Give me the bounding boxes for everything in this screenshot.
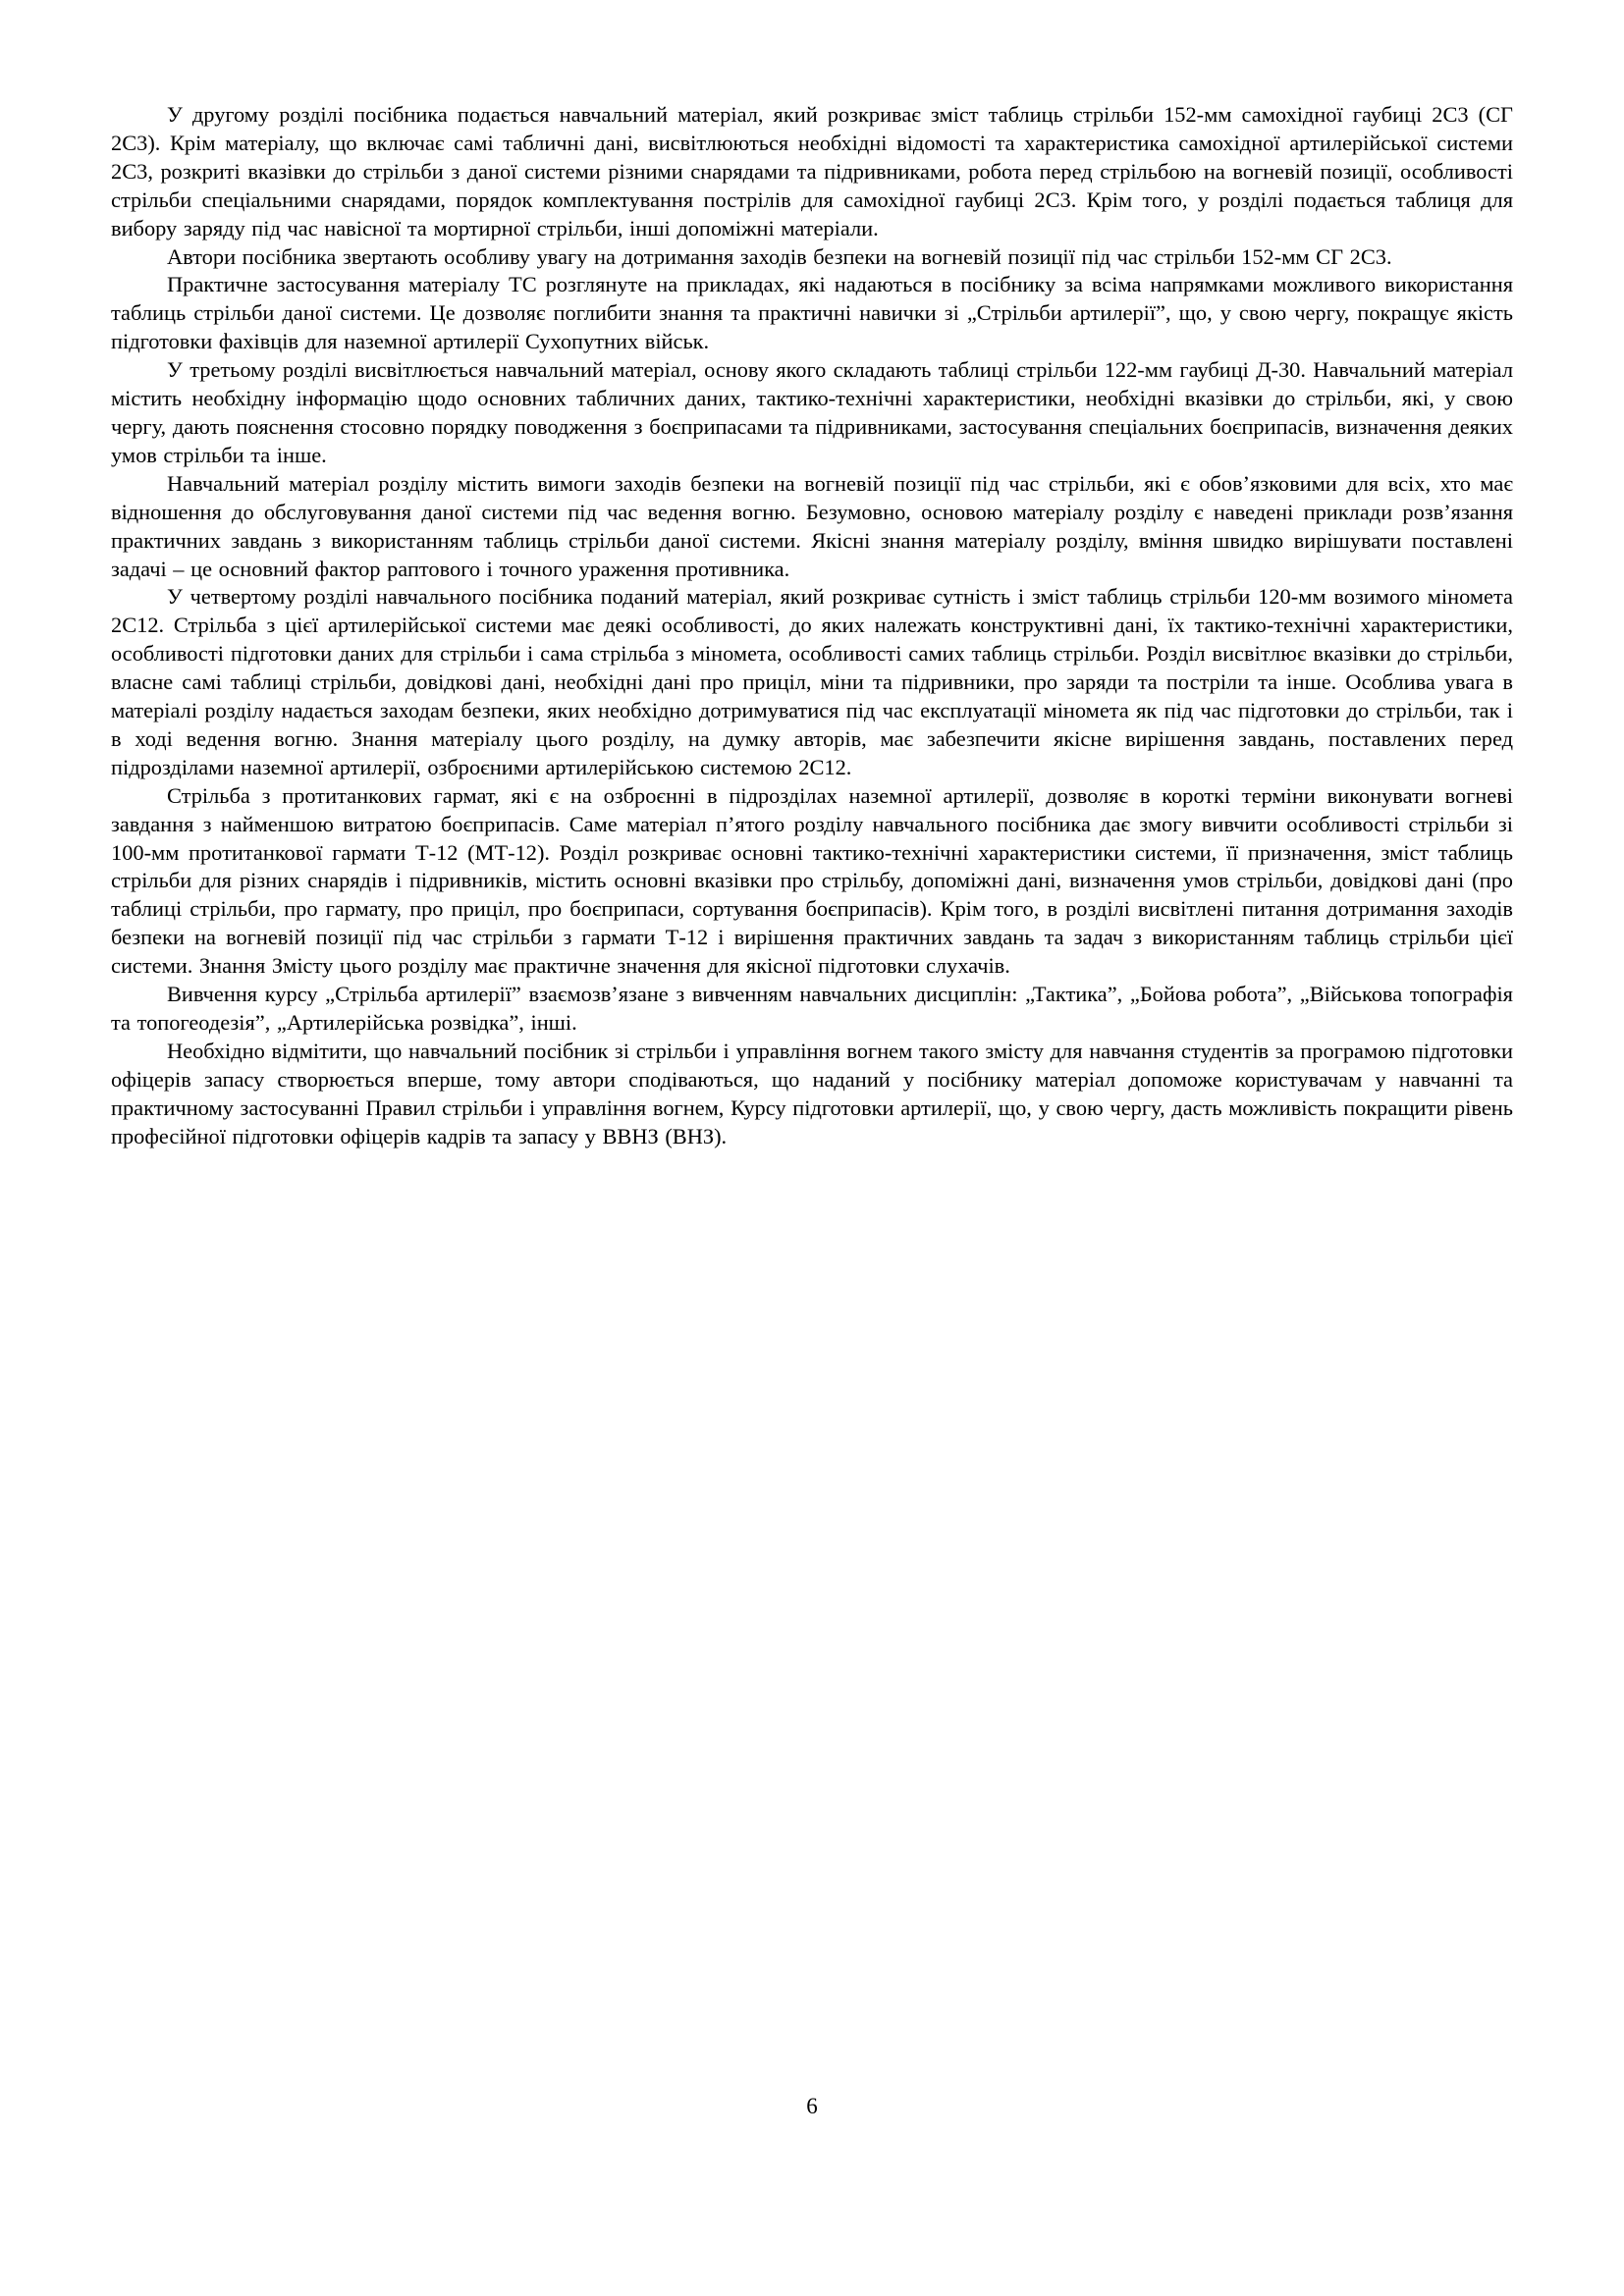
paragraph: У четвертому розділі навчального посібника поданий матеріал, який розкриває сутність і зміст таблиць стрільби 120-мм возимого міномета 2С12. Стрільба з цієї артилерійської системи має деякі особливості, до яких належать конструктивні дані, їх тактико-технічні характеристики, особливості підготовки даних для стрільби і сама стрільба з міномета, особливості самих таблиць стрільби. Розділ висвітлює вказівки до стрільби, власне самі таблиці стрільби, довідкові дані, необхідні дані про приціл, міни та підривники, про заряди та постріли та інше. Особлива увага в матеріалі розділу надається заходам безпеки, яких необхідно дотримуватися під час експлуатації міномета як під час підготовки до стрільби, так і в ході ведення вогню. Знання матеріалу цього розділу, на думку авторів, має забезпечити якісне вирішення завдань, поставлених перед підрозділами наземної артилерії, озброєними артилерійською системою 2С12. (111, 584, 1513, 779)
paragraph: Автори посібника звертають особливу увагу на дотримання заходів безпеки на вогневій позиції під час стрільби 152-мм СГ 2С3. (167, 243, 1392, 269)
paragraph: У другому розділі посібника подається навчальний матеріал, який розкриває зміст таблиць стрільби 152-мм самохідної гаубиці 2С3 (СГ 2С3). Крім матеріалу, що включає самі табличні дані, висвітлюються необхідні відомості та характеристика самохідної артилерійської системи 2С3, розкриті вказівки до стрільби з даної системи різними снарядами та підривниками, робота перед стрільбою на вогневій позиції, особливості стрільби спеціальними снарядами, порядок комплектування пострілів для самохідної гаубиці 2С3. Крім того, у розділі подається таблиця для вибору заряду під час навісної та мортирної стрільби, інші допоміжні матеріали. (111, 102, 1513, 240)
paragraph: Вивчення курсу „Стрільба артилерії” взаємозв’язане з вивченням навчальних дисциплін: „Тактика”, „Бойова робота”, „Військова топографія та топогеодезія”, „Артилерійська розвідка”, інші. (111, 982, 1513, 1035)
text-column (111, 101, 1513, 1151)
paragraph: Стрільба з протитанкових гармат, які є на озброєнні в підрозділах наземної артилерії, дозволяє в короткі терміни виконувати вогневі завдання з найменшою витратою боєприпасів. Саме матеріал п’ятого розділу навчального посібника дає змогу вивчити особливості стрільби зі 100-мм протитанкової гармати Т-12 (МТ-12). Розділ розкриває основні тактико-технічні характеристики системи, її призначення, зміст таблиць стрільби для різних снарядів і підривників, містить основні вказівки про стрільбу, допоміжні дані, визначення умов стрільби, довідкові дані (про таблиці стрільби, про гармату, про приціл, про боєприпаси, сортування боєприпасів). Крім того, в розділі висвітлені питання дотримання заходів безпеки на вогневій позиції під час стрільби з гармати Т-12 і вирішення практичних завдань та задач з використанням таблиць стрільби цієї системи. Знання Змісту цього розділу має практичне значення для якісної підготовки слухачів. (111, 782, 1513, 979)
paragraph: У третьому розділі висвітлюється навчальний матеріал, основу якого складають таблиці стрільби 122-мм гаубиці Д-30. Навчальний матеріал містить необхідну інформацію щодо основних табличних даних, тактико-технічні характеристики, необхідні вказівки до стрільби, які, у свою чергу, дають пояснення стосовно порядку поводження з боєприпасами та підривниками, застосування спеціальних боєприпасів, визначення деяких умов стрільби та інше. (111, 357, 1513, 467)
page-number: 6 (806, 2094, 818, 2118)
paragraph: Навчальний матеріал розділу містить вимоги заходів безпеки на вогневій позиції під час стрільби, які є обов’язковими для всіх, хто має відношення до обслуговування даної системи під час ведення вогню. Безумовно, основою матеріалу розділу є наведені приклади розв’язання практичних завдань з використанням таблиць стрільби даної системи. Якісні знання матеріалу розділу, вміння швидко вирішувати поставлені задачі – це основний фактор раптового і точного ураження противника. (111, 470, 1513, 581)
paragraph: Необхідно відмітити, що навчальний посібник зі стрільби і управління вогнем такого змісту для навчання студентів за програмою підготовки офіцерів запасу створюється вперше, тому автори сподіваються, що наданий у посібнику матеріал допоможе користувачам у навчанні та практичному застосуванні Правил стрільби і управління вогнем, Курсу підготовки артилерії, що, у свою чергу, дасть можливість покращити рівень професійної підготовки офіцерів кадрів та запасу у ВВНЗ (ВНЗ). (111, 1038, 1513, 1148)
paragraph: Практичне застосування матеріалу ТС розглянуте на прикладах, які надаються в посібнику за всіма напрямками можливого використання таблиць стрільби даної системи. Це дозволяє поглибити знання та практичні навички зі „Стрільби артилерії”, що, у свою чергу, покращує якість підготовки фахівців для наземної артилерії Сухопутних військ. (111, 272, 1513, 354)
